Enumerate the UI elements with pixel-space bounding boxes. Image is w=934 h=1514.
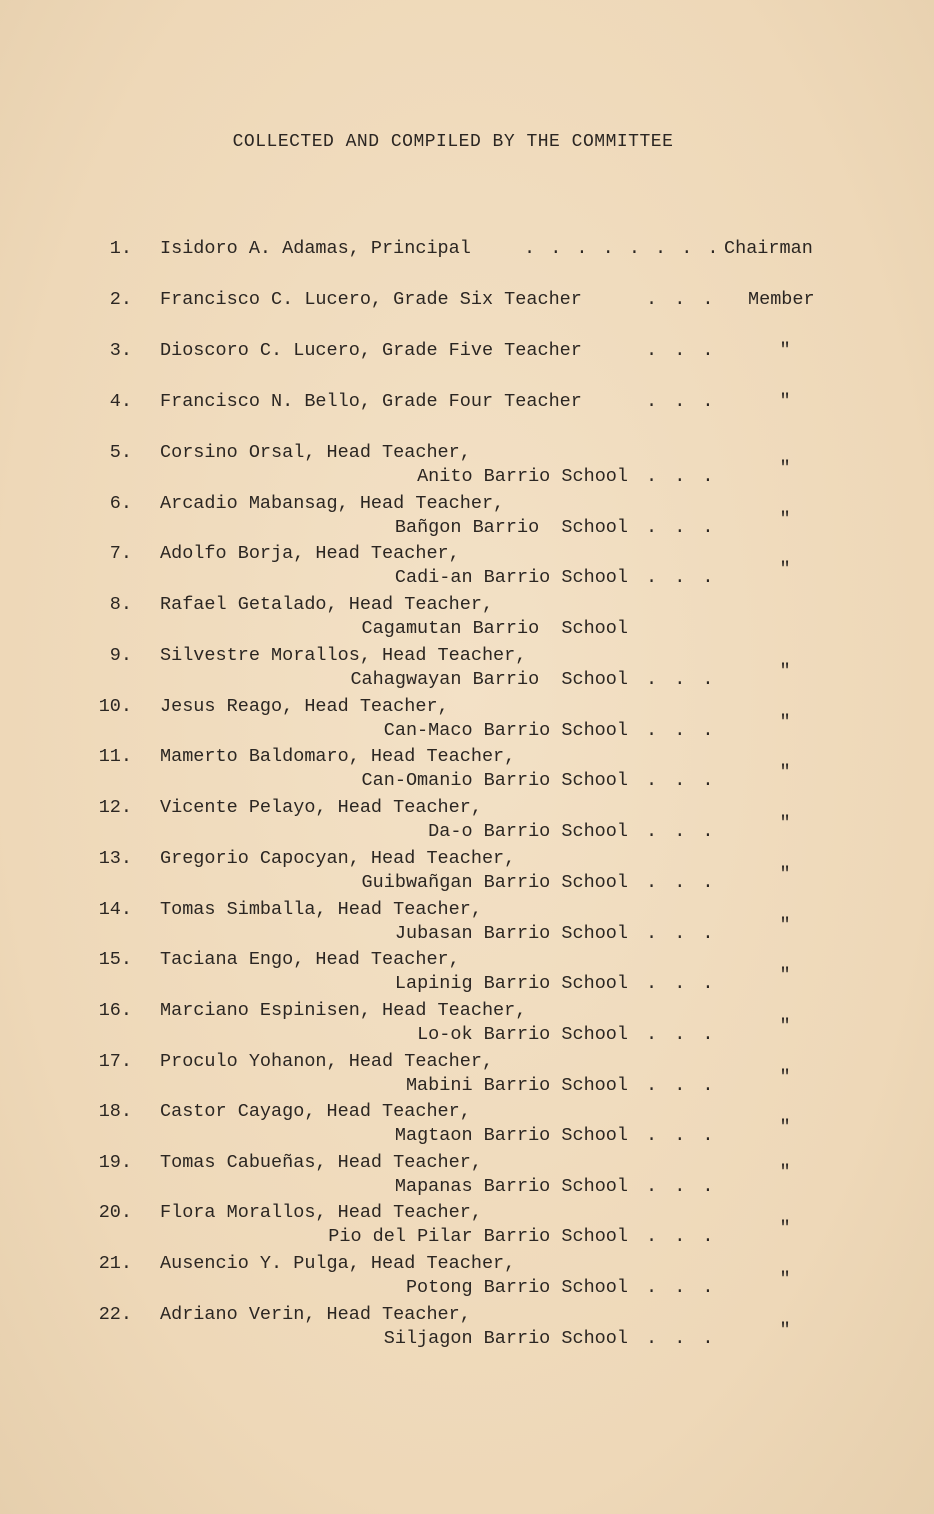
- leader-dots: . . .: [646, 973, 717, 994]
- leader-dots: . . .: [646, 923, 717, 944]
- entry-name: Adolfo Borja, Head Teacher,: [160, 543, 460, 564]
- entry-role: Member: [748, 289, 815, 310]
- ditto-mark: ": [779, 1218, 791, 1239]
- leader-dots: . . .: [646, 1277, 717, 1298]
- leader-dots: . . .: [646, 720, 717, 741]
- entry-name: Dioscoro C. Lucero, Grade Five Teacher: [160, 340, 582, 361]
- leader-dots: . . .: [646, 1226, 717, 1247]
- ditto-mark: ": [779, 509, 791, 530]
- entry-number: 22.: [98, 1304, 132, 1325]
- entry-name: Taciana Engo, Head Teacher,: [160, 949, 460, 970]
- leader-dots: . . .: [646, 872, 717, 893]
- entry-name: Jesus Reago, Head Teacher,: [160, 696, 449, 717]
- entry-school: Bañgon Barrio School: [394, 517, 628, 538]
- entry-school: Cagamutan Barrio School: [361, 618, 628, 639]
- entry-number: 17.: [98, 1051, 132, 1072]
- entry-school: Magtaon Barrio School: [394, 1125, 628, 1146]
- leader-dots: . . .: [646, 669, 717, 690]
- entry-name: Silvestre Morallos, Head Teacher,: [160, 645, 527, 666]
- ditto-mark: ": [779, 762, 791, 783]
- entry-number: 19.: [98, 1152, 132, 1173]
- ditto-mark: ": [779, 1320, 791, 1341]
- entry-name: Gregorio Capocyan, Head Teacher,: [160, 848, 516, 869]
- entry-school: Jubasan Barrio School: [394, 923, 628, 944]
- entry-school: Lo-ok Barrio School: [417, 1024, 628, 1045]
- entry-number: 1.: [109, 238, 132, 259]
- entry-school: Pio del Pilar Barrio School: [328, 1226, 628, 1247]
- entry-school: Can-Maco Barrio School: [383, 720, 628, 741]
- entry-school: Can-Omanio Barrio School: [361, 770, 628, 791]
- entry-school: Potong Barrio School: [405, 1277, 628, 1298]
- leader-dots: . . .: [646, 1024, 717, 1045]
- entry-name: Rafael Getalado, Head Teacher,: [160, 594, 494, 615]
- leader-dots: . . .: [646, 289, 717, 310]
- ditto-mark: ": [779, 1269, 791, 1290]
- entry-school: Da-o Barrio School: [428, 821, 628, 842]
- entry-number: 10.: [98, 696, 132, 717]
- leader-dots: . . .: [646, 1125, 717, 1146]
- entry-number: 6.: [109, 493, 132, 514]
- entry-number: 13.: [98, 848, 132, 869]
- entry-role: Chairman: [724, 238, 813, 259]
- entry-name: Castor Cayago, Head Teacher,: [160, 1101, 471, 1122]
- entry-name: Tomas Simballa, Head Teacher,: [160, 899, 482, 920]
- entry-school: Guibwañgan Barrio School: [361, 872, 628, 893]
- entry-name: Isidoro A. Adamas, Principal: [160, 238, 471, 259]
- leader-dots: . . .: [646, 517, 717, 538]
- ditto-mark: ": [779, 1117, 791, 1138]
- entry-name: Ausencio Y. Pulga, Head Teacher,: [160, 1253, 516, 1274]
- entry-name: Corsino Orsal, Head Teacher,: [160, 442, 471, 463]
- ditto-mark: ": [779, 458, 791, 479]
- entry-number: 7.: [109, 543, 132, 564]
- entry-school: Mabini Barrio School: [405, 1075, 628, 1096]
- entry-school: Siljagon Barrio School: [383, 1328, 628, 1349]
- ditto-mark: ": [779, 340, 791, 361]
- leader-dots: . . .: [646, 821, 717, 842]
- ditto-mark: ": [779, 391, 791, 412]
- entry-name: Vicente Pelayo, Head Teacher,: [160, 797, 482, 818]
- leader-dots: . . .: [646, 466, 717, 487]
- ditto-mark: ": [779, 915, 791, 936]
- entry-name: Tomas Cabueñas, Head Teacher,: [160, 1152, 482, 1173]
- page-title: COLLECTED AND COMPILED BY THE COMMITTEE: [232, 132, 674, 152]
- entry-number: 14.: [98, 899, 132, 920]
- entry-school: Mapanas Barrio School: [394, 1176, 628, 1197]
- entry-number: 9.: [109, 645, 132, 666]
- ditto-mark: ": [779, 1016, 791, 1037]
- ditto-mark: ": [779, 813, 791, 834]
- entry-name: Proculo Yohanon, Head Teacher,: [160, 1051, 494, 1072]
- entry-number: 5.: [109, 442, 132, 463]
- ditto-mark: ": [779, 965, 791, 986]
- entry-number: 20.: [98, 1202, 132, 1223]
- entry-number: 11.: [98, 746, 132, 767]
- entry-number: 16.: [98, 1000, 132, 1021]
- ditto-mark: ": [779, 559, 791, 580]
- entry-name: Marciano Espinisen, Head Teacher,: [160, 1000, 527, 1021]
- entry-name: Mamerto Baldomaro, Head Teacher,: [160, 746, 516, 767]
- entry-number: 21.: [98, 1253, 132, 1274]
- leader-dots: . . .: [646, 391, 717, 412]
- ditto-mark: ": [779, 864, 791, 885]
- ditto-mark: ": [779, 1067, 791, 1088]
- leader-dots: . . . . . . . .: [524, 238, 721, 259]
- entry-number: 18.: [98, 1101, 132, 1122]
- leader-dots: . . .: [646, 770, 717, 791]
- leader-dots: . . .: [646, 1075, 717, 1096]
- entry-school: Cahagwayan Barrio School: [350, 669, 628, 690]
- entry-number: 8.: [109, 594, 132, 615]
- entry-name: Flora Morallos, Head Teacher,: [160, 1202, 482, 1223]
- entry-name: Adriano Verin, Head Teacher,: [160, 1304, 471, 1325]
- ditto-mark: ": [779, 661, 791, 682]
- entry-number: 3.: [109, 340, 132, 361]
- ditto-mark: ": [779, 1162, 791, 1183]
- leader-dots: . . .: [646, 1328, 717, 1349]
- ditto-mark: ": [779, 712, 791, 733]
- entry-number: 4.: [109, 391, 132, 412]
- entry-school: Lapinig Barrio School: [394, 973, 628, 994]
- entry-number: 2.: [109, 289, 132, 310]
- entry-name: Arcadio Mabansag, Head Teacher,: [160, 493, 505, 514]
- entry-number: 12.: [98, 797, 132, 818]
- leader-dots: . . .: [646, 567, 717, 588]
- leader-dots: . . .: [646, 1176, 717, 1197]
- leader-dots: . . .: [646, 340, 717, 361]
- entry-name: Francisco N. Bello, Grade Four Teacher: [160, 391, 582, 412]
- entry-school: Anito Barrio School: [417, 466, 628, 487]
- entry-number: 15.: [98, 949, 132, 970]
- entry-name: Francisco C. Lucero, Grade Six Teacher: [160, 289, 582, 310]
- entry-school: Cadi-an Barrio School: [394, 567, 628, 588]
